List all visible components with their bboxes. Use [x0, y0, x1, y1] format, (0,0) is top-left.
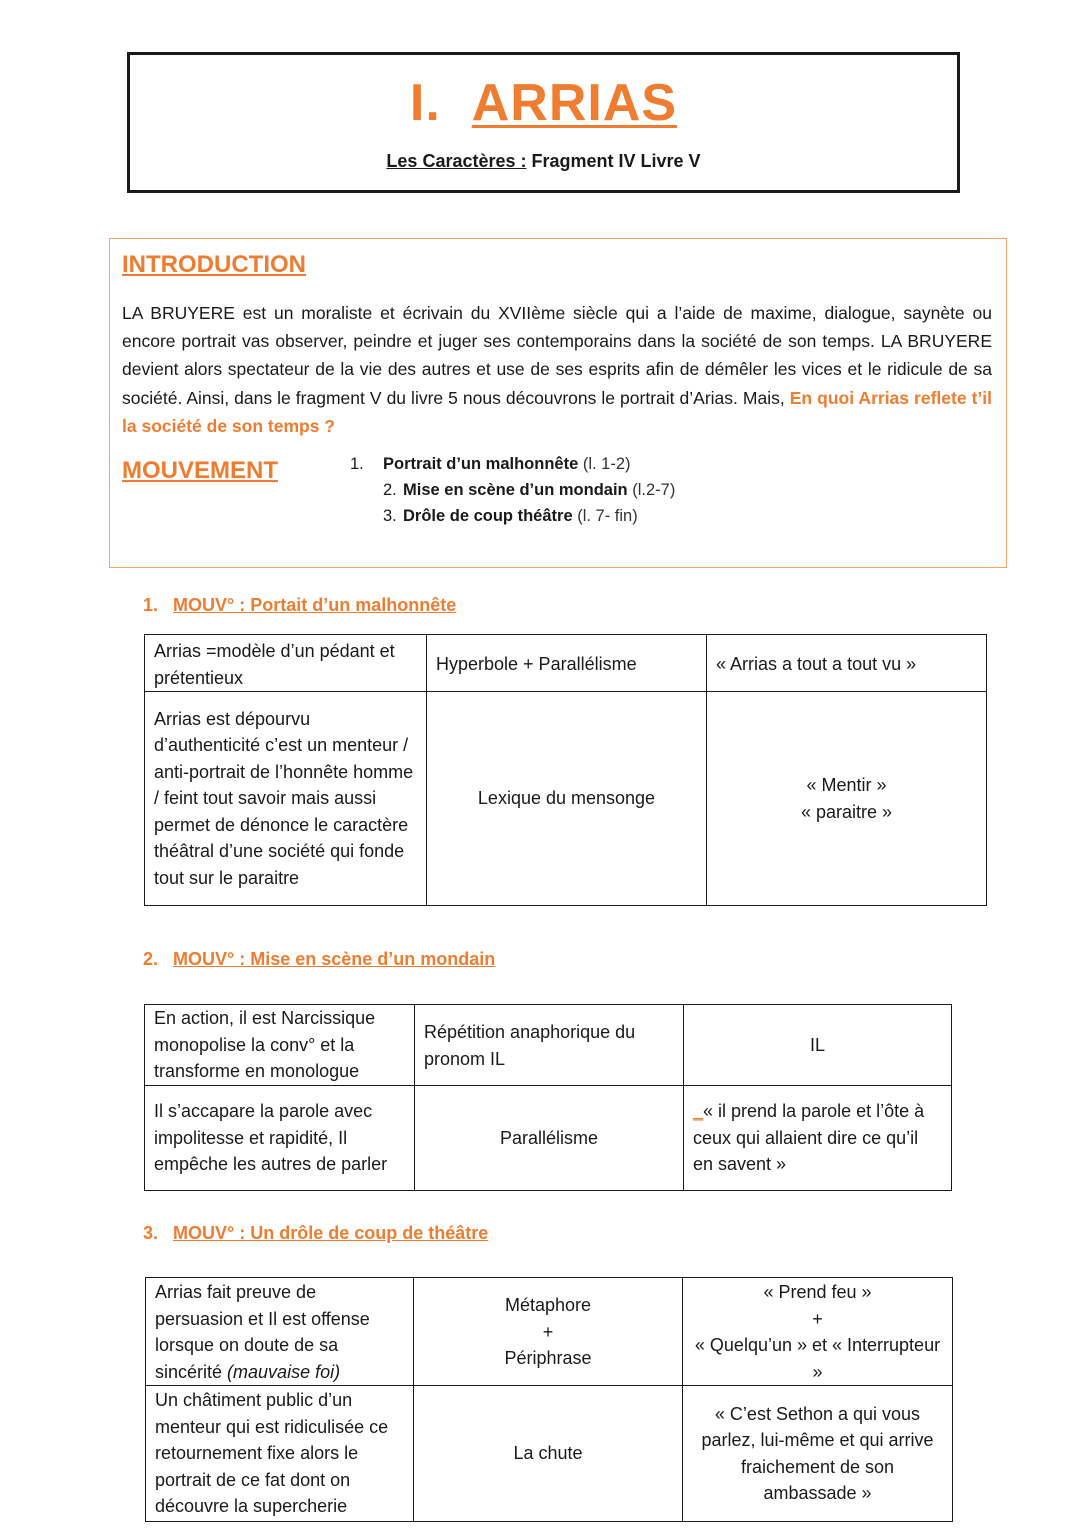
table-cell: Parallélisme — [415, 1086, 684, 1191]
section-number: 2. — [143, 949, 159, 969]
quote: « il prend la parole et l’ôte à ceux qui allaient dire ce qu’il en savent » — [693, 1101, 925, 1175]
table-row — [145, 635, 987, 692]
section-number: 1. — [143, 595, 159, 615]
table-row — [145, 1086, 952, 1191]
list-item — [350, 477, 675, 503]
table-row — [145, 1005, 952, 1086]
table-cell: Arrias =modèle d’un pédant et prétentieux — [145, 635, 427, 692]
table-cell — [146, 1278, 414, 1386]
quote: « Quelqu’un » et « Interrupteur » — [694, 1335, 941, 1382]
introduction-box — [109, 238, 1007, 568]
table-cell — [683, 1278, 953, 1386]
mouvement-list — [350, 451, 675, 529]
table-cell: En action, il est Narcissique monopolise la conv° et la transforme en monologue — [145, 1005, 415, 1086]
section-2-table — [144, 1004, 952, 1191]
table-cell — [414, 1278, 683, 1386]
section-title: MOUV° : Un drôle de coup de théâtre — [173, 1223, 489, 1243]
introduction-text: LA BRUYERE est un moraliste et écrivain du XVIIème siècle qui a l’aide de maxime, dialogue, saynète ou encore portrait vas observer, peindre et juger ses contemporains dans la société de son temps. LA BRUYERE devient alors spectateur de la vie des autres et use de ses esprits afin de démêler les vices et le ridicule de sa société. Ainsi, dans le fragment V du livre 5 nous découvrons le portrait d’Arias. Mais, — [122, 303, 992, 408]
introduction-paragraph — [122, 299, 992, 440]
table-cell: « C’est Sethon a qui vous parlez, lui-même et qui arrive fraichement de son ambassade » — [683, 1386, 953, 1522]
table-cell: « Arrias a tout a tout vu » — [707, 635, 987, 692]
list-item-title: Portrait d’un malhonnête — [383, 455, 579, 473]
section-number: 3. — [143, 1223, 159, 1243]
table-cell — [684, 1086, 952, 1191]
list-item-lines: (l. 1-2) — [578, 455, 631, 473]
page-subtitle — [130, 151, 957, 172]
table-cell: Hyperbole + Parallélisme — [427, 635, 707, 692]
list-item-number: 3. — [383, 507, 397, 525]
introduction-heading: INTRODUCTION — [122, 251, 306, 278]
list-item — [350, 503, 675, 529]
table-cell: IL — [684, 1005, 952, 1086]
list-item-title: Drôle de coup théâtre — [403, 507, 573, 525]
title-box — [127, 52, 960, 193]
list-item-lines: (l. 7- fin) — [572, 507, 638, 525]
section-title: MOUV° : Portait d’un malhonnête — [173, 595, 457, 615]
section-3-heading — [143, 1223, 488, 1244]
section-1-heading — [143, 595, 456, 616]
table-cell: La chute — [414, 1386, 683, 1522]
cell-italic: (mauvaise foi) — [227, 1361, 341, 1382]
table-cell: Un châtiment public d’un menteur qui est ridiculisée ce retournement fixe alors le portrait de ce fat dont on découvre la supercherie — [146, 1386, 414, 1522]
mouvement-heading: MOUVEMENT — [122, 457, 278, 484]
section-2-heading — [143, 949, 495, 970]
section-title: MOUV° : Mise en scène d’un mondain — [173, 949, 496, 969]
list-item — [350, 451, 675, 477]
title-number: I. — [409, 74, 441, 132]
table-row — [145, 692, 987, 906]
subtitle-fragment: Fragment IV Livre V — [526, 151, 701, 171]
cell-text: Arrias fait preuve de persuasion et Il est offense lorsque on doute de sa sincérité — [155, 1282, 370, 1382]
stray-mark: _ — [693, 1101, 704, 1122]
section-1-table — [144, 634, 987, 906]
table-cell: Il s’accapare la parole avec impolitesse et rapidité, Il empêche les autres de parler — [145, 1086, 415, 1191]
table-cell — [707, 692, 987, 906]
plus-sign: + — [812, 1308, 823, 1329]
title-word: ARRIAS — [471, 74, 678, 132]
page-title — [130, 73, 957, 133]
table-cell: Répétition anaphorique du pronom IL — [415, 1005, 684, 1086]
subtitle-work: Les Caractères : — [386, 151, 527, 171]
section-3-table — [145, 1277, 953, 1522]
table-cell: Lexique du mensonge — [427, 692, 707, 906]
list-item-lines: (l.2-7) — [627, 481, 676, 499]
problematique: En quoi Arrias reflete t’il la société de son temps ? — [122, 387, 993, 436]
quote: « paraitre » — [800, 801, 893, 822]
list-item-number: 1. — [350, 455, 364, 473]
plus-sign: + — [542, 1321, 554, 1342]
quote: « Mentir » — [806, 775, 887, 795]
figure-of-speech: Métaphore — [504, 1295, 592, 1316]
quote: « Prend feu » — [763, 1282, 872, 1302]
table-row — [146, 1278, 953, 1386]
list-item-number: 2. — [383, 481, 397, 499]
figure-of-speech: Périphrase — [504, 1348, 592, 1369]
list-item-title: Mise en scène d’un mondain — [403, 481, 628, 499]
table-cell: Arrias est dépourvu d’authenticité c’est un menteur / anti-portrait de l’honnête homme / feint tout savoir mais aussi permet de dénonce le caractère théâtral d’une société qui fonde tout sur le paraitre — [145, 692, 427, 906]
table-row — [146, 1386, 953, 1522]
